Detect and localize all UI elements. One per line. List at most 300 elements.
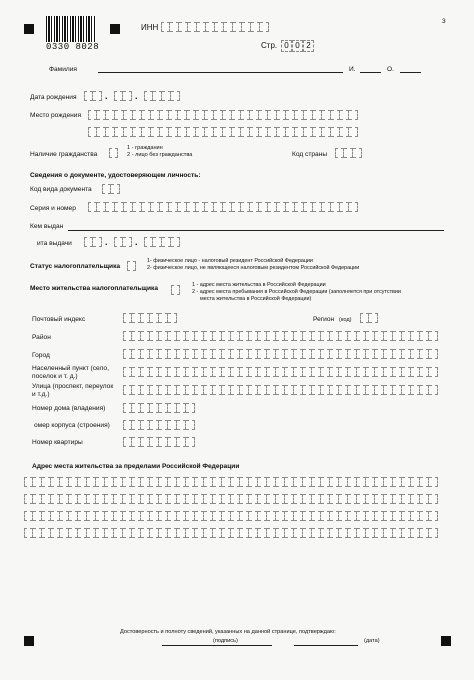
entry-cell[interactable] xyxy=(169,127,178,137)
entry-cell[interactable] xyxy=(78,477,87,487)
entry-cell[interactable] xyxy=(162,237,171,247)
entry-cell[interactable] xyxy=(240,477,249,487)
entry-cell[interactable] xyxy=(111,184,120,194)
entry-cell[interactable] xyxy=(375,331,384,341)
entry-cell[interactable] xyxy=(102,184,111,194)
entry-cell[interactable] xyxy=(105,528,114,538)
entry-cell[interactable] xyxy=(402,528,411,538)
entry-cell[interactable] xyxy=(177,331,186,341)
entry-cell[interactable] xyxy=(429,511,438,521)
patronymic-line[interactable] xyxy=(400,72,421,73)
entry-cell[interactable] xyxy=(348,385,357,395)
region-code-cells[interactable] xyxy=(360,313,378,323)
entry-cell[interactable] xyxy=(285,385,294,395)
entry-cell[interactable] xyxy=(186,367,195,377)
entry-cell[interactable] xyxy=(232,202,241,212)
entry-cell[interactable] xyxy=(268,127,277,137)
entry-cell[interactable] xyxy=(420,494,429,504)
entry-cell[interactable] xyxy=(249,528,258,538)
inn-cells[interactable] xyxy=(161,22,269,32)
entry-cell[interactable] xyxy=(321,349,330,359)
entry-cell[interactable] xyxy=(223,110,232,120)
foreign-address-cells[interactable] xyxy=(24,494,438,504)
entry-cell[interactable] xyxy=(51,477,60,487)
entry-cell[interactable] xyxy=(348,528,357,538)
entry-cell[interactable] xyxy=(186,403,195,413)
entry-cell[interactable] xyxy=(213,367,222,377)
entry-cell[interactable] xyxy=(169,110,178,120)
entry-cell[interactable] xyxy=(429,494,438,504)
entry-cell[interactable] xyxy=(33,528,42,538)
entry-cell[interactable] xyxy=(330,331,339,341)
entry-cell[interactable] xyxy=(384,528,393,538)
entry-cell[interactable] xyxy=(160,127,169,137)
entry-cell[interactable] xyxy=(84,91,93,101)
entry-cell[interactable] xyxy=(97,110,106,120)
entry-cell[interactable] xyxy=(294,331,303,341)
entry-cell[interactable] xyxy=(142,127,151,137)
entry-cell[interactable] xyxy=(330,511,339,521)
entry-cell[interactable] xyxy=(411,494,420,504)
entry-cell[interactable] xyxy=(295,110,304,120)
entry-cell[interactable] xyxy=(249,367,258,377)
entry-cell[interactable] xyxy=(123,237,132,247)
entry-cell[interactable] xyxy=(330,477,339,487)
entry-cell[interactable] xyxy=(84,237,93,247)
residence-type-cell[interactable] xyxy=(171,285,180,295)
entry-cell[interactable] xyxy=(303,477,312,487)
entry-cell[interactable] xyxy=(106,127,115,137)
entry-cell[interactable] xyxy=(411,367,420,377)
entry-cell[interactable] xyxy=(240,511,249,521)
entry-cell[interactable] xyxy=(304,127,313,137)
entry-cell[interactable] xyxy=(60,477,69,487)
entry-cell[interactable] xyxy=(159,437,168,447)
entry-cell[interactable] xyxy=(312,331,321,341)
entry-cell[interactable] xyxy=(267,528,276,538)
entry-cell[interactable] xyxy=(124,202,133,212)
entry-cell[interactable] xyxy=(259,110,268,120)
entry-cell[interactable] xyxy=(133,202,142,212)
entry-cell[interactable] xyxy=(24,494,33,504)
entry-cell[interactable] xyxy=(294,367,303,377)
entry-cell[interactable] xyxy=(123,511,132,521)
entry-cell[interactable] xyxy=(348,331,357,341)
entry-cell[interactable] xyxy=(353,148,362,158)
entry-cell[interactable] xyxy=(249,477,258,487)
entry-cell[interactable] xyxy=(303,494,312,504)
entry-cell[interactable] xyxy=(144,91,153,101)
entry-cell[interactable] xyxy=(78,528,87,538)
entry-cell[interactable] xyxy=(96,511,105,521)
entry-cell[interactable] xyxy=(141,420,150,430)
entry-cell[interactable] xyxy=(339,367,348,377)
entry-cell[interactable] xyxy=(249,511,258,521)
entry-cell[interactable] xyxy=(141,403,150,413)
entry-cell[interactable] xyxy=(195,367,204,377)
entry-cell[interactable] xyxy=(213,494,222,504)
entry-cell[interactable] xyxy=(124,110,133,120)
entry-cell[interactable] xyxy=(159,528,168,538)
entry-cell[interactable] xyxy=(411,331,420,341)
entry-cell[interactable] xyxy=(231,367,240,377)
entry-cell[interactable] xyxy=(141,494,150,504)
entry-cell[interactable] xyxy=(214,202,223,212)
entry-cell[interactable] xyxy=(366,331,375,341)
entry-cell[interactable] xyxy=(150,420,159,430)
entry-cell[interactable] xyxy=(276,528,285,538)
entry-cell[interactable] xyxy=(349,202,358,212)
foreign-address-cells[interactable] xyxy=(24,528,438,538)
entry-cell[interactable] xyxy=(132,349,141,359)
entry-cell[interactable] xyxy=(375,385,384,395)
entry-cell[interactable] xyxy=(24,528,33,538)
entry-cell[interactable] xyxy=(267,367,276,377)
entry-cell[interactable] xyxy=(241,127,250,137)
entry-cell[interactable] xyxy=(250,110,259,120)
entry-cell[interactable] xyxy=(168,367,177,377)
entry-cell[interactable] xyxy=(124,127,133,137)
entry-cell[interactable] xyxy=(132,477,141,487)
entry-cell[interactable] xyxy=(339,511,348,521)
entry-cell[interactable] xyxy=(330,367,339,377)
series-number-cells[interactable] xyxy=(88,202,358,212)
entry-cell[interactable] xyxy=(348,349,357,359)
entry-cell[interactable] xyxy=(69,494,78,504)
entry-cell[interactable] xyxy=(78,511,87,521)
entry-cell[interactable] xyxy=(195,385,204,395)
entry-cell[interactable] xyxy=(357,528,366,538)
entry-cell[interactable] xyxy=(313,127,322,137)
entry-cell[interactable] xyxy=(51,528,60,538)
entry-cell[interactable] xyxy=(420,385,429,395)
entry-cell[interactable] xyxy=(195,511,204,521)
entry-cell[interactable] xyxy=(177,420,186,430)
entry-cell[interactable] xyxy=(223,202,232,212)
entry-cell[interactable] xyxy=(106,202,115,212)
entry-cell[interactable] xyxy=(123,477,132,487)
entry-cell[interactable] xyxy=(258,477,267,487)
entry-cell[interactable] xyxy=(214,110,223,120)
entry-cell[interactable] xyxy=(168,313,177,323)
entry-cell[interactable] xyxy=(322,202,331,212)
entry-cell[interactable] xyxy=(348,494,357,504)
entry-cell[interactable] xyxy=(411,385,420,395)
entry-cell[interactable] xyxy=(159,403,168,413)
entry-cell[interactable] xyxy=(222,349,231,359)
entry-cell[interactable] xyxy=(142,202,151,212)
entry-cell[interactable] xyxy=(295,127,304,137)
entry-cell[interactable] xyxy=(366,494,375,504)
entry-cell[interactable] xyxy=(168,528,177,538)
entry-cell[interactable] xyxy=(393,349,402,359)
entry-cell[interactable] xyxy=(276,367,285,377)
entry-cell[interactable] xyxy=(168,403,177,413)
entry-cell[interactable] xyxy=(322,127,331,137)
entry-cell[interactable] xyxy=(150,313,159,323)
entry-cell[interactable] xyxy=(258,511,267,521)
entry-cell[interactable] xyxy=(213,528,222,538)
entry-cell[interactable] xyxy=(133,127,142,137)
entry-cell[interactable] xyxy=(276,385,285,395)
entry-cell[interactable] xyxy=(285,477,294,487)
entry-cell[interactable] xyxy=(231,511,240,521)
entry-cell[interactable] xyxy=(132,420,141,430)
foreign-address-cells[interactable] xyxy=(24,477,438,487)
entry-cell[interactable] xyxy=(96,477,105,487)
entry-cell[interactable] xyxy=(204,511,213,521)
entry-cell[interactable] xyxy=(402,511,411,521)
entry-cell[interactable] xyxy=(393,528,402,538)
entry-cell[interactable] xyxy=(411,477,420,487)
entry-cell[interactable] xyxy=(204,331,213,341)
entry-cell[interactable] xyxy=(159,331,168,341)
entry-cell[interactable] xyxy=(186,528,195,538)
entry-cell[interactable] xyxy=(195,349,204,359)
date-line[interactable] xyxy=(294,645,358,646)
entry-cell[interactable] xyxy=(375,528,384,538)
entry-cell[interactable] xyxy=(162,91,171,101)
entry-cell[interactable] xyxy=(78,494,87,504)
entry-cell[interactable] xyxy=(360,313,369,323)
entry-cell[interactable] xyxy=(168,385,177,395)
entry-cell[interactable] xyxy=(142,110,151,120)
entry-cell[interactable] xyxy=(375,511,384,521)
entry-cell[interactable] xyxy=(141,528,150,538)
entry-cell[interactable] xyxy=(420,477,429,487)
entry-cell[interactable] xyxy=(168,349,177,359)
entry-cell[interactable] xyxy=(393,477,402,487)
entry-cell[interactable] xyxy=(303,385,312,395)
entry-cell[interactable] xyxy=(312,367,321,377)
entry-cell[interactable] xyxy=(204,477,213,487)
entry-cell[interactable] xyxy=(250,202,259,212)
entry-cell[interactable] xyxy=(132,385,141,395)
entry-cell[interactable] xyxy=(196,127,205,137)
entry-cell[interactable] xyxy=(366,349,375,359)
entry-cell[interactable] xyxy=(384,331,393,341)
entry-cell[interactable] xyxy=(177,477,186,487)
entry-cell[interactable] xyxy=(33,494,42,504)
entry-cell[interactable] xyxy=(276,477,285,487)
entry-cell[interactable] xyxy=(178,202,187,212)
entry-cell[interactable] xyxy=(303,511,312,521)
entry-cell[interactable] xyxy=(114,528,123,538)
entry-cell[interactable] xyxy=(213,349,222,359)
entry-cell[interactable] xyxy=(420,367,429,377)
entry-cell[interactable] xyxy=(168,477,177,487)
entry-cell[interactable] xyxy=(285,331,294,341)
entry-cell[interactable] xyxy=(115,127,124,137)
entry-cell[interactable] xyxy=(321,331,330,341)
entry-cell[interactable] xyxy=(213,385,222,395)
entry-cell[interactable] xyxy=(348,367,357,377)
entry-cell[interactable] xyxy=(150,367,159,377)
entry-cell[interactable] xyxy=(123,528,132,538)
entry-cell[interactable] xyxy=(115,202,124,212)
foreign-address-cells[interactable] xyxy=(24,511,438,521)
entry-cell[interactable] xyxy=(213,477,222,487)
entry-cell[interactable] xyxy=(186,494,195,504)
entry-cell[interactable] xyxy=(159,477,168,487)
entry-cell[interactable] xyxy=(231,477,240,487)
entry-cell[interactable] xyxy=(178,127,187,137)
entry-cell[interactable] xyxy=(171,237,180,247)
entry-cell[interactable] xyxy=(330,385,339,395)
issue-year-cells[interactable] xyxy=(144,237,180,247)
entry-cell[interactable] xyxy=(177,403,186,413)
entry-cell[interactable] xyxy=(330,349,339,359)
entry-cell[interactable] xyxy=(177,437,186,447)
entry-cell[interactable] xyxy=(285,349,294,359)
entry-cell[interactable] xyxy=(169,202,178,212)
entry-cell[interactable] xyxy=(258,385,267,395)
entry-cell[interactable] xyxy=(286,110,295,120)
entry-cell[interactable] xyxy=(420,331,429,341)
entry-cell[interactable] xyxy=(366,367,375,377)
entry-cell[interactable] xyxy=(260,22,269,32)
entry-cell[interactable] xyxy=(222,385,231,395)
entry-cell[interactable] xyxy=(151,127,160,137)
entry-cell[interactable] xyxy=(60,528,69,538)
entry-cell[interactable] xyxy=(114,237,123,247)
entry-cell[interactable] xyxy=(69,477,78,487)
entry-cell[interactable] xyxy=(249,331,258,341)
entry-cell[interactable] xyxy=(195,331,204,341)
entry-cell[interactable] xyxy=(339,349,348,359)
entry-cell[interactable] xyxy=(205,127,214,137)
entry-cell[interactable] xyxy=(393,367,402,377)
entry-cell[interactable] xyxy=(411,511,420,521)
entry-cell[interactable] xyxy=(144,237,153,247)
entry-cell[interactable] xyxy=(186,420,195,430)
entry-cell[interactable] xyxy=(224,22,233,32)
entry-cell[interactable] xyxy=(393,511,402,521)
entry-cell[interactable] xyxy=(340,110,349,120)
entry-cell[interactable] xyxy=(160,202,169,212)
entry-cell[interactable] xyxy=(349,110,358,120)
entry-cell[interactable] xyxy=(114,511,123,521)
entry-cell[interactable] xyxy=(187,110,196,120)
entry-cell[interactable] xyxy=(88,202,97,212)
entry-cell[interactable] xyxy=(205,202,214,212)
entry-cell[interactable] xyxy=(115,110,124,120)
entry-cell[interactable] xyxy=(177,511,186,521)
entry-cell[interactable] xyxy=(276,511,285,521)
entry-cell[interactable] xyxy=(294,528,303,538)
entry-cell[interactable] xyxy=(187,202,196,212)
building-cells[interactable] xyxy=(123,420,195,430)
entry-cell[interactable] xyxy=(151,202,160,212)
issue-day-cells[interactable] xyxy=(84,237,102,247)
entry-cell[interactable] xyxy=(232,110,241,120)
entry-cell[interactable] xyxy=(170,22,179,32)
entry-cell[interactable] xyxy=(168,331,177,341)
entry-cell[interactable] xyxy=(285,367,294,377)
house-cells[interactable] xyxy=(123,403,195,413)
entry-cell[interactable] xyxy=(150,437,159,447)
entry-cell[interactable] xyxy=(150,385,159,395)
entry-cell[interactable] xyxy=(96,528,105,538)
entry-cell[interactable] xyxy=(384,511,393,521)
entry-cell[interactable] xyxy=(294,385,303,395)
entry-cell[interactable] xyxy=(321,528,330,538)
entry-cell[interactable] xyxy=(195,477,204,487)
citizenship-cell[interactable] xyxy=(109,148,118,158)
entry-cell[interactable] xyxy=(321,367,330,377)
entry-cell[interactable] xyxy=(285,494,294,504)
entry-cell[interactable] xyxy=(222,367,231,377)
entry-cell[interactable] xyxy=(267,511,276,521)
entry-cell[interactable] xyxy=(429,528,438,538)
entry-cell[interactable] xyxy=(411,349,420,359)
entry-cell[interactable] xyxy=(420,349,429,359)
entry-cell[interactable] xyxy=(285,528,294,538)
entry-cell[interactable] xyxy=(285,511,294,521)
entry-cell[interactable] xyxy=(109,148,118,158)
entry-cell[interactable] xyxy=(204,367,213,377)
entry-cell[interactable] xyxy=(214,127,223,137)
entry-cell[interactable] xyxy=(141,367,150,377)
entry-cell[interactable] xyxy=(276,331,285,341)
entry-cell[interactable] xyxy=(349,127,358,137)
entry-cell[interactable] xyxy=(375,349,384,359)
entry-cell[interactable] xyxy=(411,528,420,538)
entry-cell[interactable] xyxy=(161,22,170,32)
entry-cell[interactable] xyxy=(339,528,348,538)
entry-cell[interactable] xyxy=(171,285,180,295)
entry-cell[interactable] xyxy=(339,494,348,504)
entry-cell[interactable] xyxy=(357,331,366,341)
entry-cell[interactable] xyxy=(123,349,132,359)
entry-cell[interactable] xyxy=(393,331,402,341)
entry-cell[interactable] xyxy=(330,494,339,504)
entry-cell[interactable] xyxy=(141,331,150,341)
entry-cell[interactable] xyxy=(312,477,321,487)
entry-cell[interactable] xyxy=(366,528,375,538)
entry-cell[interactable] xyxy=(357,477,366,487)
entry-cell[interactable] xyxy=(375,494,384,504)
entry-cell[interactable] xyxy=(150,528,159,538)
entry-cell[interactable] xyxy=(231,349,240,359)
entry-cell[interactable] xyxy=(87,528,96,538)
entry-cell[interactable] xyxy=(168,511,177,521)
entry-cell[interactable] xyxy=(321,511,330,521)
entry-cell[interactable] xyxy=(258,528,267,538)
entry-cell[interactable] xyxy=(178,110,187,120)
entry-cell[interactable] xyxy=(429,477,438,487)
entry-cell[interactable] xyxy=(312,528,321,538)
entry-cell[interactable] xyxy=(295,202,304,212)
entry-cell[interactable] xyxy=(259,202,268,212)
entry-cell[interactable] xyxy=(222,331,231,341)
entry-cell[interactable] xyxy=(141,477,150,487)
entry-cell[interactable] xyxy=(150,403,159,413)
entry-cell[interactable] xyxy=(195,528,204,538)
entry-cell[interactable] xyxy=(222,477,231,487)
entry-cell[interactable] xyxy=(213,331,222,341)
entry-cell[interactable] xyxy=(231,528,240,538)
entry-cell[interactable] xyxy=(304,202,313,212)
entry-cell[interactable] xyxy=(150,477,159,487)
entry-cell[interactable] xyxy=(177,367,186,377)
entry-cell[interactable] xyxy=(258,349,267,359)
entry-cell[interactable] xyxy=(303,349,312,359)
entry-cell[interactable] xyxy=(204,528,213,538)
entry-cell[interactable] xyxy=(294,477,303,487)
entry-cell[interactable] xyxy=(132,528,141,538)
entry-cell[interactable] xyxy=(384,385,393,395)
